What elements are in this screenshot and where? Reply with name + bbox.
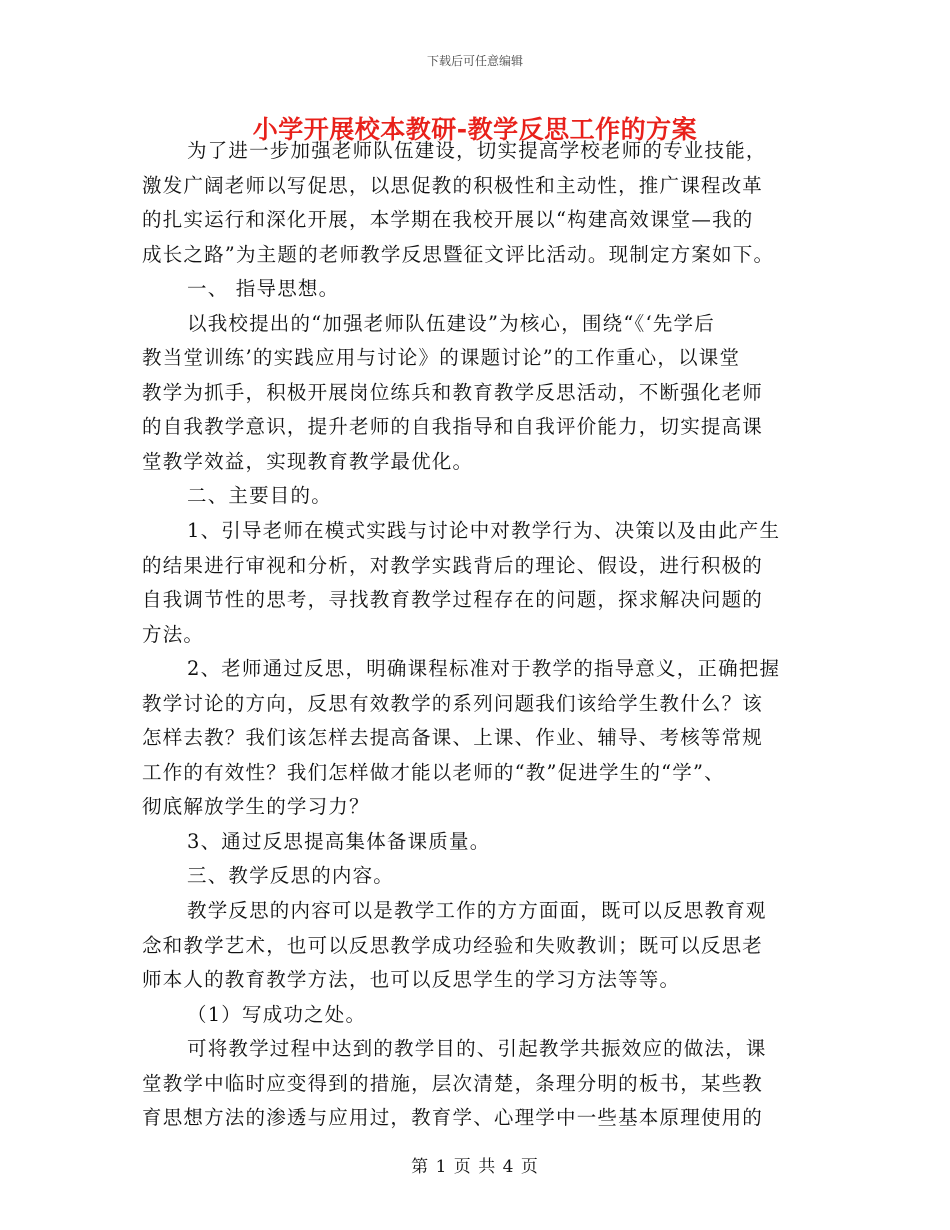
body-text-line: 激发广阔老师以写促思，以思促教的积极性和主动性，推广课程改革	[142, 173, 764, 197]
body-text-line: 一、 指导思想。	[187, 277, 340, 301]
body-text-line: 以我校提出的“加强老师队伍建设”为核心，围绕“《‘先学后	[187, 311, 715, 335]
body-text-line: 2、老师通过反思，明确课程标准对于教学的指导意义，正确把握	[187, 657, 781, 681]
body-text-line: 堂教学中临时应变得到的措施，层次清楚，条理分明的板书，某些教	[142, 1071, 764, 1095]
body-text-line: 教当堂训练’的实践应用与讨论》的课题讨论”的工作重心，以课堂	[142, 346, 741, 370]
body-text-line: 工作的有效性？我们怎样做才能以老师的“教”促进学生的“学”、	[142, 760, 725, 784]
body-text-line: 可将教学过程中达到的教学目的、引起教学共振效应的做法，课	[187, 1037, 767, 1061]
body-text-line: 的扎实运行和深化开展，本学期在我校开展以“构建高效课堂—我的	[142, 208, 754, 232]
body-text-line: 育思想方法的渗透与应用过，教育学、心理学中一些基本原理使用的	[142, 1106, 764, 1130]
document-body	[142, 134, 812, 1136]
body-text-line: 自我调节性的思考，寻找教育教学过程存在的问题，探求解决问题的	[142, 588, 764, 612]
body-text-line: 成长之路”为主题的老师教学反思暨征文评比活动。现制定方案如下。	[142, 242, 775, 266]
body-text-line: 3、通过反思提高集体备课质量。	[187, 829, 491, 853]
body-text-line: 师本人的教育教学方法，也可以反思学生的学习方法等等。	[142, 968, 681, 992]
body-text-line: 教学为抓手，积极开展岗位练兵和教育教学反思活动，不断强化老师	[142, 380, 764, 404]
body-text-line: （1）写成功之处。	[187, 1002, 367, 1026]
body-text-line: 教学反思的内容可以是教学工作的方方面面，既可以反思教育观	[187, 899, 767, 923]
body-text-line: 怎样去教？我们该怎样去提高备课、上课、作业、辅导、考核等常规	[142, 726, 764, 750]
body-text-line: 三、教学反思的内容。	[187, 864, 395, 888]
document-title: 小学开展校本教研-教学反思工作的方案	[252, 115, 698, 144]
body-text-line: 教学讨论的方向，反思有效教学的系列问题我们该给学生教什么？该	[142, 691, 764, 715]
body-text-line: 为了进一步加强老师队伍建设，切实提高学校老师的专业技能，	[187, 139, 767, 162]
page-footer: 第 1 页 共 4 页	[411, 1157, 539, 1177]
body-text-line: 方法。	[142, 622, 205, 646]
body-text-line: 二、主要目的。	[187, 484, 332, 508]
header-note: 下载后可任意编辑	[426, 54, 523, 68]
body-text-line: 念和教学艺术，也可以反思教学成功经验和失败教训；既可以反思老	[142, 933, 764, 957]
body-text-line: 彻底解放学生的学习力？	[142, 795, 370, 819]
body-text-line: 的结果进行审视和分析，对教学实践背后的理论、假设，进行积极的	[142, 553, 764, 577]
body-text-line: 堂教学效益，实现教育教学最优化。	[142, 449, 474, 473]
body-text-line: 1、引导老师在模式实践与讨论中对教学行为、决策以及由此产生	[187, 519, 781, 543]
body-text-line: 的自我教学意识，提升老师的自我指导和自我评价能力，切实提高课	[142, 415, 764, 439]
